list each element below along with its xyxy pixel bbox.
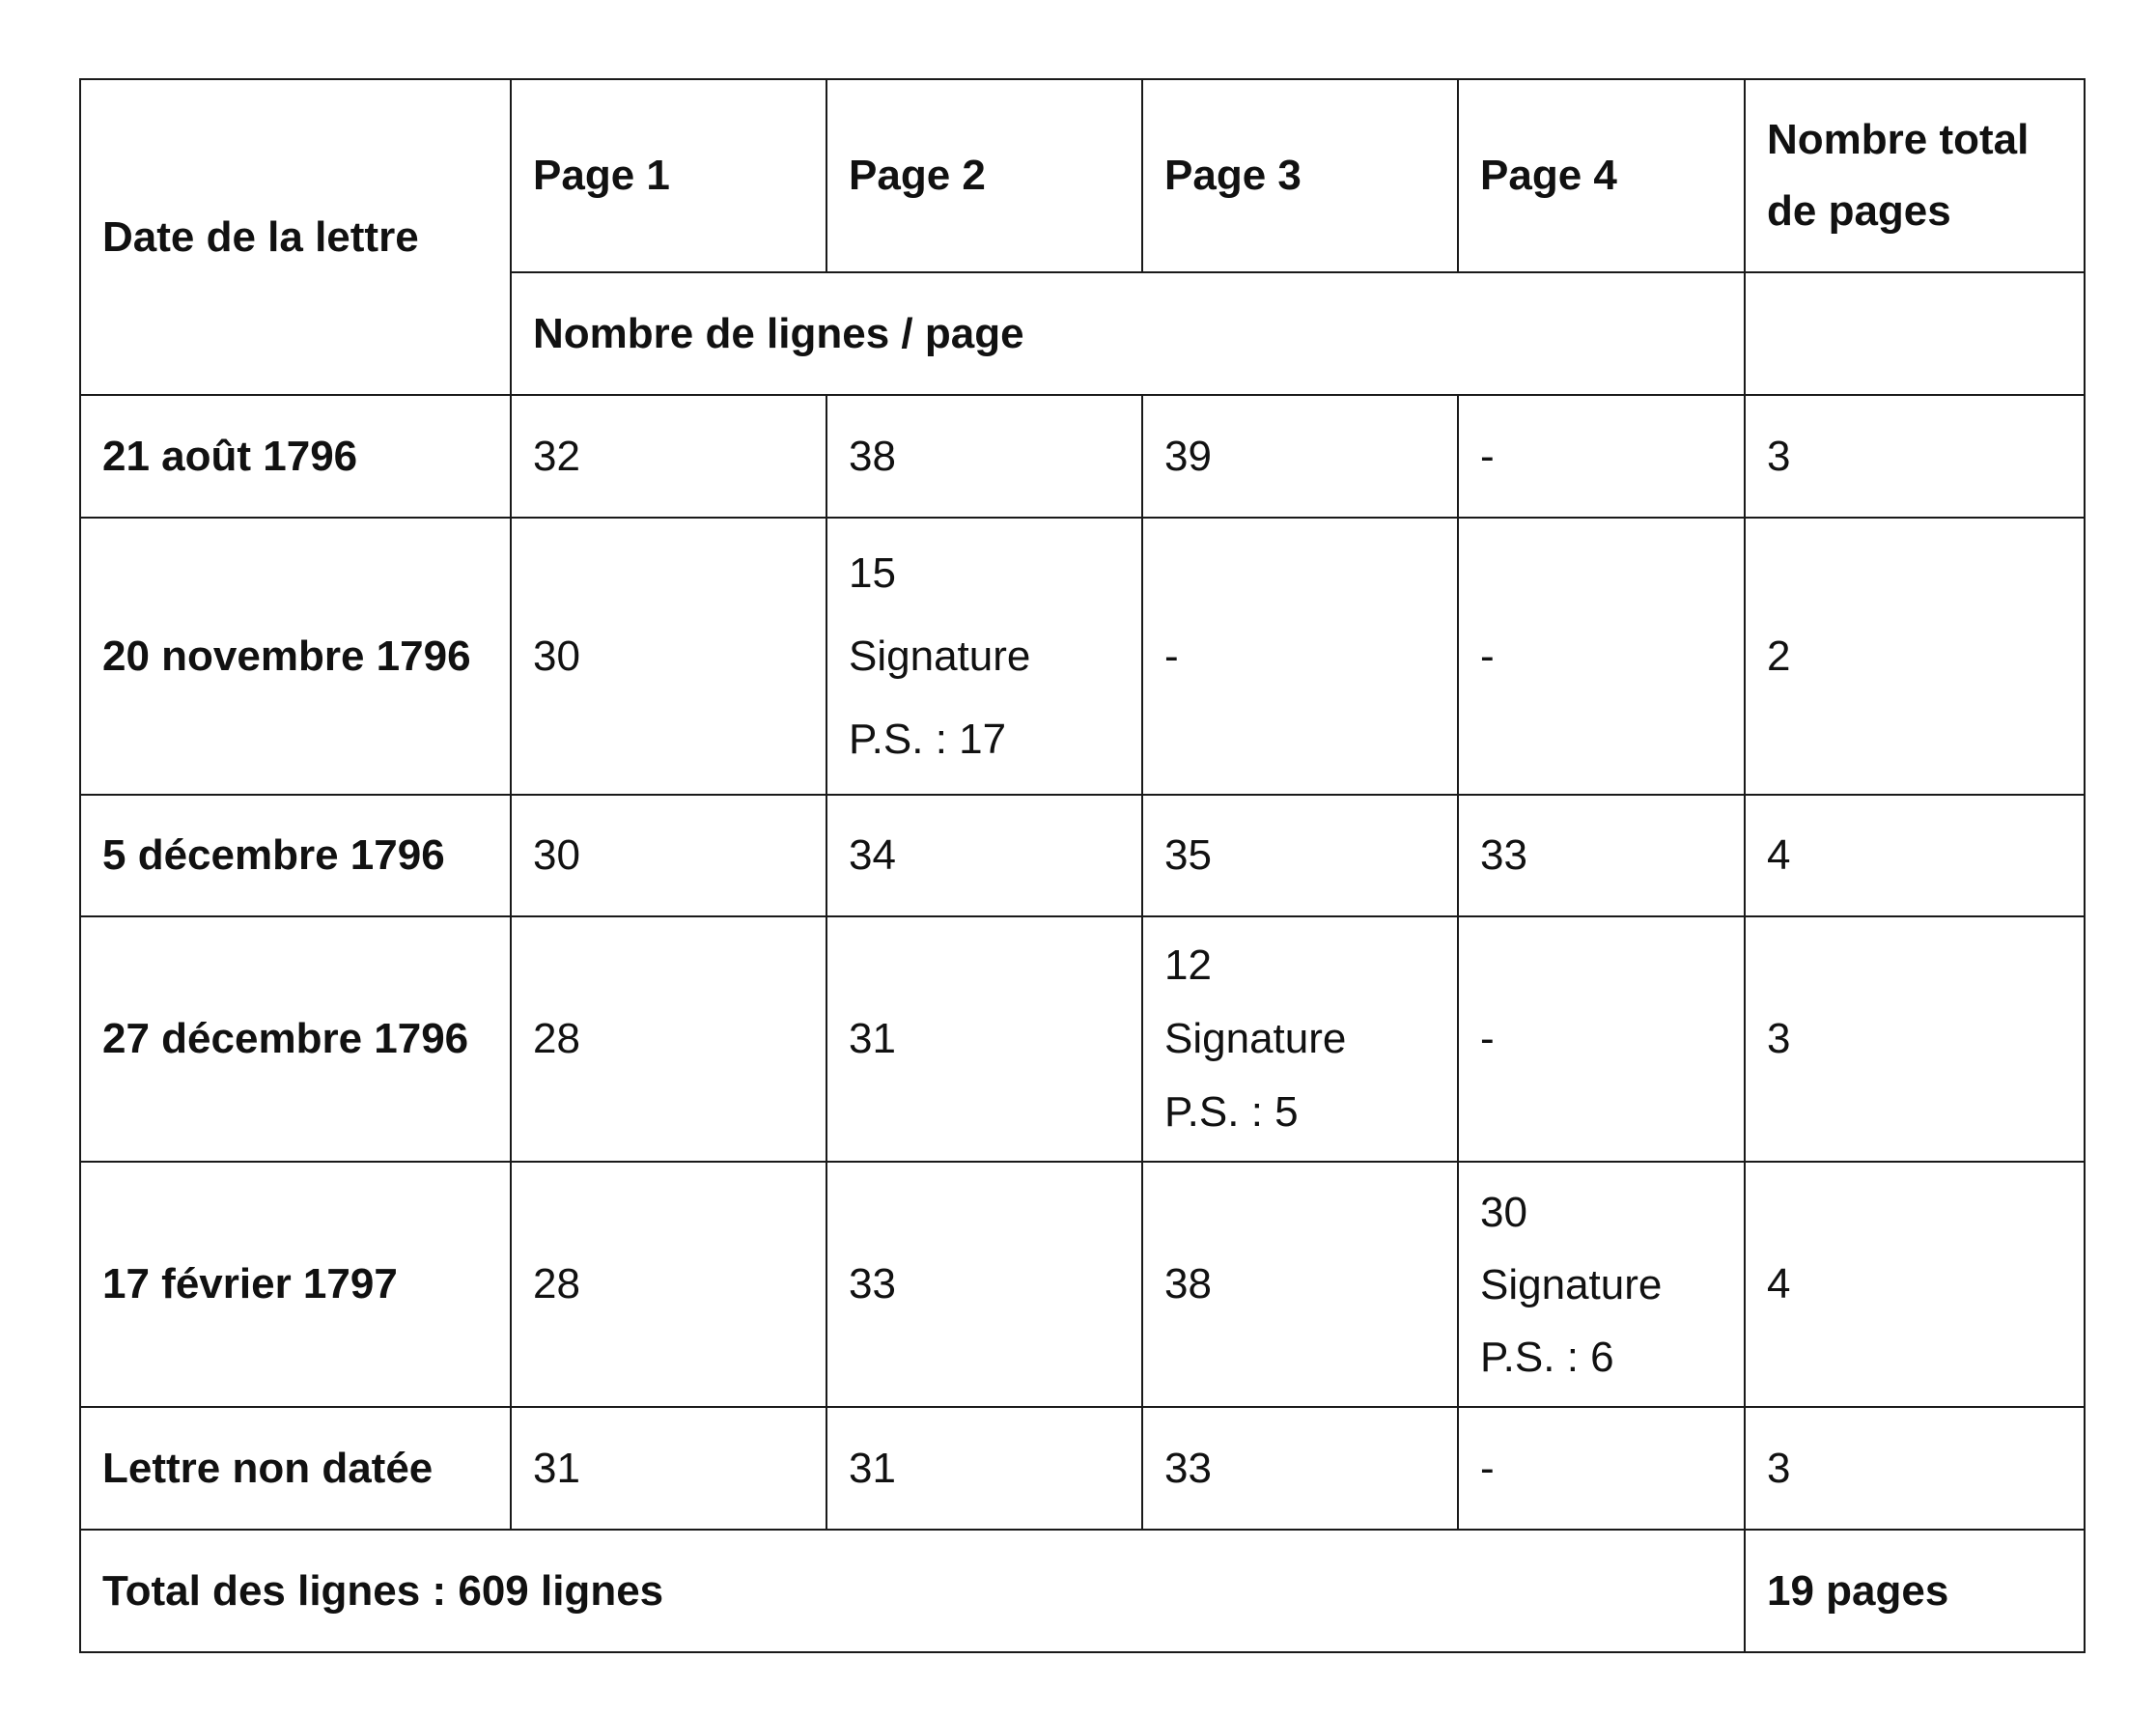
row-total-text: 3 — [1767, 432, 1791, 480]
footer-total-lines-text: Total des lignes : 609 lignes — [102, 1566, 664, 1615]
row-total — [1745, 1162, 2085, 1407]
subheader-label: Nombre de lignes / page — [533, 309, 1024, 357]
footer-total-lines — [80, 1530, 1745, 1652]
row-total — [1745, 795, 2085, 916]
row-total — [1745, 395, 2085, 518]
row-cell — [826, 518, 1142, 795]
row-cell — [1142, 518, 1458, 795]
row-cell — [826, 1162, 1142, 1407]
cell-signature-note: Signature — [1164, 1015, 1347, 1062]
header-total-pages-label: Nombre total de pages — [1767, 116, 2030, 235]
cell-value: - — [1480, 432, 1495, 480]
cell-signature-note: Signature — [1480, 1260, 1663, 1308]
row-cell — [1142, 795, 1458, 916]
cell-value: 28 — [533, 1260, 580, 1308]
cell-value: 32 — [533, 432, 580, 480]
header-page-1 — [511, 79, 826, 272]
row-date — [80, 1162, 511, 1407]
row-total — [1745, 916, 2085, 1162]
row-date — [80, 395, 511, 518]
table-row — [80, 395, 2085, 518]
header-page-2-label: Page 2 — [849, 152, 986, 200]
cell-value: 31 — [533, 1444, 580, 1492]
table-row — [80, 1162, 2085, 1407]
cell-value: 39 — [1164, 432, 1212, 480]
row-cell — [511, 518, 826, 795]
header-page-1-label: Page 1 — [533, 152, 670, 200]
cell-value: 38 — [1164, 1260, 1212, 1308]
row-date — [80, 518, 511, 795]
cell-value: 31 — [849, 1444, 896, 1492]
cell-value: - — [1480, 1444, 1495, 1492]
row-date — [80, 795, 511, 916]
cell-value: 35 — [1164, 831, 1212, 880]
row-cell — [1142, 395, 1458, 518]
letters-table — [79, 78, 2086, 1653]
row-cell — [1458, 916, 1745, 1162]
cell-value: - — [1480, 1015, 1495, 1063]
row-cell — [1458, 395, 1745, 518]
cell-ps-note: P.S. : 6 — [1480, 1333, 1614, 1381]
header-page-4 — [1458, 79, 1745, 272]
row-cell — [1142, 916, 1458, 1162]
table-row — [80, 916, 2085, 1162]
cell-value: - — [1480, 632, 1495, 680]
row-cell — [511, 1407, 826, 1530]
header-date-label: Date de la lettre — [102, 212, 419, 261]
row-total — [1745, 1407, 2085, 1530]
footer-row — [80, 1530, 2085, 1652]
row-date — [80, 916, 511, 1162]
header-page-3-label: Page 3 — [1164, 152, 1302, 200]
header-total-pages — [1745, 79, 2085, 272]
row-total-text: 4 — [1767, 831, 1791, 880]
row-cell — [826, 916, 1142, 1162]
header-page-3 — [1142, 79, 1458, 272]
row-cell — [826, 1407, 1142, 1530]
cell-value: 33 — [1164, 1444, 1212, 1492]
cell-value: 30 — [1480, 1188, 1527, 1236]
cell-value: 34 — [849, 831, 896, 880]
row-total-text: 3 — [1767, 1015, 1791, 1063]
row-date-text: Lettre non datée — [102, 1444, 434, 1492]
row-total — [1745, 518, 2085, 795]
subheader-empty-cell — [1745, 272, 2085, 395]
table-row — [80, 518, 2085, 795]
row-cell — [1458, 1162, 1745, 1407]
table-row — [80, 1407, 2085, 1530]
table-row — [80, 795, 2085, 916]
cell-value: 15 — [849, 548, 896, 597]
cell-value: - — [1164, 632, 1179, 680]
row-date — [80, 1407, 511, 1530]
row-date-text: 5 décembre 1796 — [102, 831, 445, 880]
cell-value: 31 — [849, 1015, 896, 1063]
cell-value: 33 — [849, 1260, 896, 1308]
row-cell — [1142, 1407, 1458, 1530]
header-page-4-label: Page 4 — [1480, 152, 1617, 200]
subheader-lines-per-page — [511, 272, 1745, 395]
row-cell — [1458, 1407, 1745, 1530]
cell-value: 30 — [533, 831, 580, 880]
cell-value: 38 — [849, 432, 896, 480]
row-date-text: 17 février 1797 — [102, 1260, 398, 1308]
row-cell — [511, 916, 826, 1162]
header-date-cell — [80, 79, 511, 395]
header-row — [80, 79, 2085, 272]
cell-value: 30 — [533, 632, 580, 680]
row-cell — [826, 395, 1142, 518]
row-cell — [511, 395, 826, 518]
row-cell — [511, 795, 826, 916]
row-date-text: 27 décembre 1796 — [102, 1015, 469, 1063]
row-total-text: 4 — [1767, 1260, 1791, 1308]
footer-total-pages-text: 19 pages — [1767, 1566, 1949, 1615]
row-date-text: 21 août 1796 — [102, 432, 358, 480]
cell-value: 12 — [1164, 942, 1212, 989]
row-cell — [826, 795, 1142, 916]
row-total-text: 2 — [1767, 632, 1791, 680]
cell-value: 33 — [1480, 831, 1527, 880]
cell-ps-note: P.S. : 17 — [849, 715, 1007, 763]
cell-value: 28 — [533, 1015, 580, 1063]
cell-signature-note: Signature — [849, 632, 1031, 680]
row-cell — [511, 1162, 826, 1407]
row-cell — [1458, 795, 1745, 916]
row-total-text: 3 — [1767, 1444, 1791, 1492]
row-cell — [1142, 1162, 1458, 1407]
header-page-2 — [826, 79, 1142, 272]
row-cell — [1458, 518, 1745, 795]
row-date-text: 20 novembre 1796 — [102, 632, 471, 680]
footer-total-pages — [1745, 1530, 2085, 1652]
cell-ps-note: P.S. : 5 — [1164, 1088, 1299, 1136]
